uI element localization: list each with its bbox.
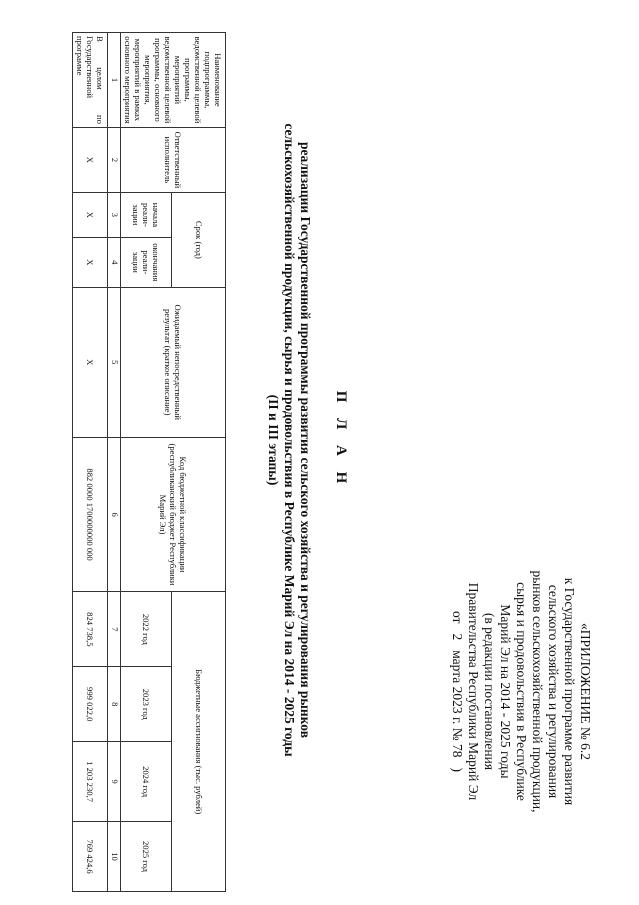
column-number: 8 (108, 667, 121, 742)
appendix-header (449, 478, 593, 905)
column-number: 1 (108, 33, 121, 128)
column-number: 4 (108, 237, 121, 287)
plan-title-line: (II и III этапы) (266, 394, 281, 486)
column-number: 9 (108, 742, 121, 822)
date-day: 2 (450, 633, 465, 641)
header-year-2025: 2025 год (121, 822, 172, 892)
row-budget-2022: 824 738,5 (73, 592, 108, 667)
plan-table (72, 32, 226, 892)
plan-title-block (265, 40, 349, 840)
header-term-end: окончания реали-зации (121, 237, 172, 287)
appendix-line: сельского хозяйства и регулирования (546, 584, 561, 799)
date-suffix: ) (450, 767, 465, 773)
appendix-date-line (449, 478, 465, 905)
column-number: 6 (108, 437, 121, 592)
header-year-2024: 2024 год (121, 742, 172, 822)
header-budget: Бюджетные ассигнования (тыс. рублей) (172, 592, 226, 892)
appendix-line: Правительства Республики Марий Эл (466, 582, 481, 801)
column-number: 5 (108, 287, 121, 437)
header-year-2022: 2022 год (121, 592, 172, 667)
appendix-line: сырья и продовольствия в Республике (514, 582, 529, 801)
appendix-line: «ПРИЛОЖЕНИЕ № 6.2 (578, 623, 593, 760)
header-name: Наименование подпрограммы, ведомственной целевой программы, мероприятий ведомственной целевой программы, основного мероприятия, мероприятий в рамках основного мероприятия (121, 33, 226, 128)
row-name: В целом по Государственной программе (73, 33, 108, 128)
column-number: 2 (108, 127, 121, 192)
row-code: 882 0000 1700000000 000 (73, 437, 108, 592)
appendix-line: Марий Эл на 2014 - 2025 годы (498, 604, 513, 779)
date-month: марта 2023 г. № 78 (450, 650, 465, 758)
row-budget-2024: 1 203 230,7 (73, 742, 108, 822)
date-prefix: от (450, 610, 465, 624)
column-number: 7 (108, 592, 121, 667)
row-result: X (73, 287, 108, 437)
column-number: 3 (108, 192, 121, 237)
appendix-line: к Государственной программе развития (562, 577, 577, 806)
header-code: Код бюджетной классификации (республиканский бюджет Республики Марий Эл) (121, 437, 226, 592)
appendix-line: рынков сельскохозяйственной продукции, (530, 570, 545, 813)
plan-title-line: сельскохозяйственной продукции, сырья и продовольствия в Республике Марий Эл на 2014 - 2025 годы (282, 123, 297, 757)
header-executor: Ответственный исполнитель (121, 127, 226, 192)
plan-title-line: реализации Государственной программы развития сельского хозяйства и регулирования рынков (298, 141, 313, 739)
row-budget-2025: 769 424,6 (73, 822, 108, 892)
row-start: X (73, 192, 108, 237)
plan-heading: П Л А Н (333, 390, 349, 490)
appendix-line: (в редакции постановления (482, 612, 497, 771)
header-term: Срок (год) (172, 192, 226, 287)
row-executor: X (73, 127, 108, 192)
row-budget-2023: 999 022,0 (73, 667, 108, 742)
header-year-2023: 2023 год (121, 667, 172, 742)
table-row (73, 33, 108, 892)
column-number-row (108, 33, 121, 892)
table-header-row (172, 33, 226, 892)
row-end: X (73, 237, 108, 287)
header-term-start: начала реали-зации (121, 192, 172, 237)
header-result: Ожидаемый непосредственный результат (краткое описание) (121, 287, 226, 437)
column-number: 10 (108, 822, 121, 892)
